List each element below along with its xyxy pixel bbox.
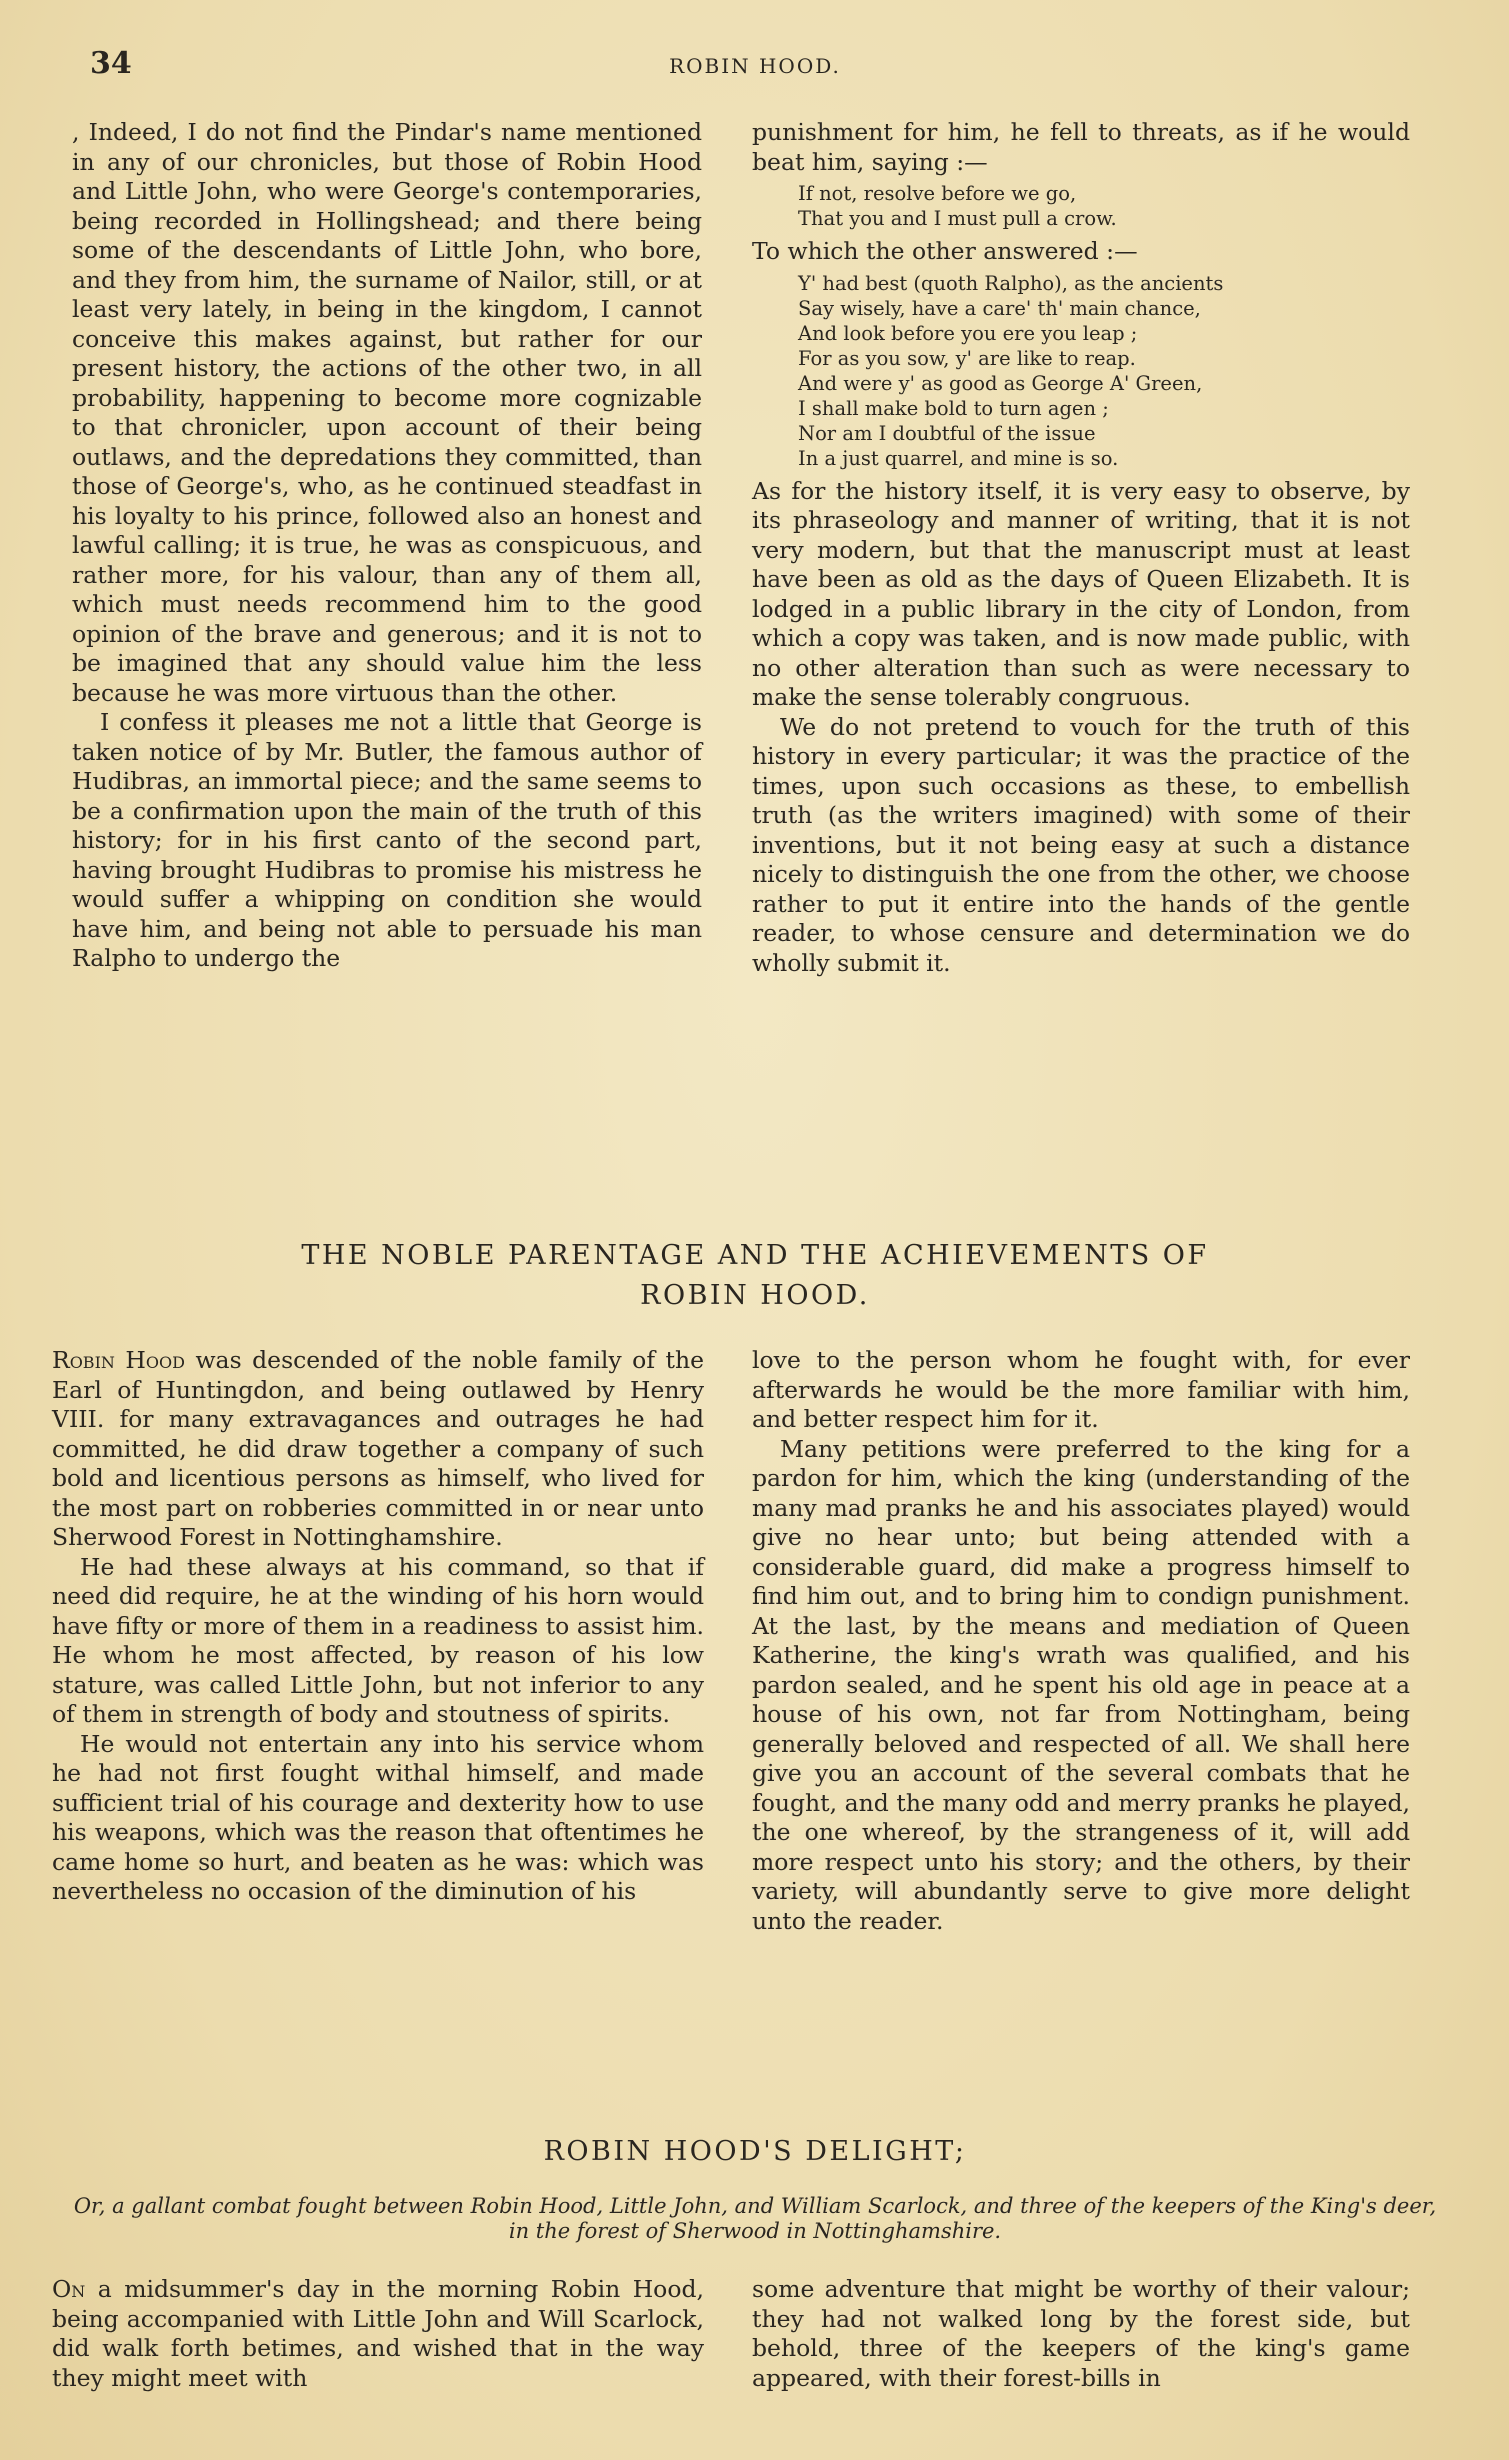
intro-right-column [752, 118, 1410, 978]
verse-line: Y' had best (quoth Ralpho), as the ancients [798, 271, 1224, 295]
section3-left-column [52, 2275, 704, 2393]
section2-paragraph: Many petitions were preferred to the king for a pardon for him, which the king (understanding of the many mad pranks he and his associates played) would give no hear unto; but being attended with a considerable guard, did make a progress himself to find him out, and to bring him to condign punishment. At the last, by the means and mediation of Queen Katherine, the king's wrath was qualified, and his pardon sealed, and he spent his old age in peace at a house of his own, not far from Nottingham, being generally beloved and respected of all. We shall here give you an account of the several combats that he fought, and the many odd and merry pranks he played, the one whereof, by the strangeness of it, will add more respect unto his story; and the others, by their variety, will abundantly serve to give more delight unto the reader. [752, 1434, 1410, 1935]
intro-paragraph: I confess it pleases me not a little that George is taken notice of by Mr. Butler, the famous author of Hudibras, an immortal piece; and the same seems to be a confirmation upon the main of the truth of this history; for in his first canto of the second part, having brought Hudibras to promise his mistress he would suffer a whipping on condition she would have him, and being not able to persuade his man Ralpho to undergo the [72, 708, 702, 972]
verse-quote [752, 271, 1410, 471]
drop-lead: On [52, 2275, 86, 2303]
drop-lead: Robin Hood [52, 1346, 185, 1374]
section2-paragraph: love to the person whom he fought with, for ever afterwards he would be the more familiar with him, and better respect him for it. [752, 1346, 1410, 1433]
page-number: 34 [90, 46, 132, 81]
verse-line: And look before you ere you leap ; [798, 321, 1138, 345]
section2-left-column [52, 1346, 704, 1907]
intro-paragraph: We do not pretend to vouch for the truth of this history in every particular; it was the practice of the times, upon such occasions as these, to embellish truth (as the writers imagined) with some of their inventions, but it not being easy at such a distance nicely to distinguish the one from the other, we choose rather to put it entire into the hands of the gentle reader, to whose censure and determination we do wholly submit it. [752, 712, 1410, 977]
verse-line: Nor am I doubtful of the issue [798, 421, 1096, 445]
verse-line: For as you sow, y' are like to reap. [798, 346, 1136, 370]
intro-paragraph: punishment for him, he fell to threats, as if he would beat him, saying :— [752, 118, 1410, 176]
section2-paragraph: Robin Hood was descended of the noble family of the Earl of Huntingdon, and being outlawed by Henry VIII. for many extravagances and outrages he had committed, he did draw together a company of such bold and licentious persons as himself, who lived for the most part on robberies committed in or near unto Sherwood Forest in Nottinghamshire. [52, 1346, 704, 1551]
intro-paragraph: , Indeed, I do not find the Pindar's name mentioned in any of our chronicles, but those of Robin Hood and Little John, who were George's contemporaries, being recorded in Hollingshead; and there being some of the descendants of Little John, who bore, and they from him, the surname of Nailor, still, or at least very lately, in being in the kingdom, I cannot conceive this makes against, but rather for our present history, the actions of the other two, in all probability, happening to become more cognizable to that chronicler, upon account of their being outlaws, and the depredations they committed, than those of George's, who, as he continued steadfast in his loyalty to his prince, followed also an honest and lawful calling; it is true, he was as conspicuous, and rather more, for his valour, than any of them all, which must needs recommend him to the good opinion of the brave and generous; and it is not to be imagined that any should value him the less because he was more virtuous than the other. [72, 118, 702, 707]
section3-paragraph: some adventure that might be worthy of their valour; they had not walked long by the forest side, but behold, three of the keepers of the king's game appeared, with their forest-bills in [752, 2275, 1410, 2392]
section-title-line: THE NOBLE PARENTAGE AND THE ACHIEVEMENTS OF [301, 1240, 1209, 1271]
section-subtitle: Or, a gallant combat fought between Robin Hood, Little John, and William Scarlock, and three of the keepers of the King's deer, in the forest of Sherwood in Nottinghamshire. [73, 2194, 1437, 2243]
intro-paragraph: As for the history itself, it is very easy to observe, by its phraseology and manner of writing, that it is not very modern, but that the manuscript must at least have been as old as the days of Queen Elizabeth. It is lodged in a public library in the city of London, from which a copy was taken, and is now made public, with no other alteration than such as were necessary to make the sense tolerably congruous. [752, 476, 1410, 711]
page-header [90, 46, 1420, 86]
section-title: ROBIN HOOD'S DELIGHT; [543, 2136, 967, 2167]
verse-line: Say wisely, have a care' th' main chance, [798, 296, 1201, 320]
section2-paragraph: He would not entertain any into his service whom he had not first fought withal himself, and made sufficient trial of his courage and dexterity how to use his weapons, which was the reason that oftentimes he came home so hurt, and beaten as he was: which was nevertheless no occasion of the diminution of his [52, 1729, 704, 1905]
section-title [90, 1236, 1420, 1316]
verse-line: If not, resolve before we go, [798, 182, 1077, 205]
verse-line: That you and I must pull a crow. [798, 207, 1117, 230]
section2-paragraph: He had these always at his command, so that if need did require, he at the winding of his horn would have fifty or more of them in a readiness to assist him. He whom he most affected, by reason of his low stature, was called Little John, but not inferior to any of them in strength of body and stoutness of spirits. [52, 1552, 704, 1728]
verse-quote [752, 181, 1410, 231]
section2-right-column [752, 1346, 1410, 1936]
section-title-line: ROBIN HOOD. [640, 1280, 870, 1311]
verse-line: And were y' as good as George A' Green, [798, 371, 1203, 395]
intro-paragraph: To which the other answered :— [752, 237, 1138, 265]
running-head: ROBIN HOOD. [669, 54, 841, 78]
section3-paragraph: On a midsummer's day in the morning Robin Hood, being accompanied with Little John and Will Scarlock, did walk forth betimes, and wished that in the way they might meet with [52, 2275, 704, 2392]
section3-right-column [752, 2275, 1410, 2393]
verse-line: In a just quarrel, and mine is so. [798, 446, 1119, 470]
verse-line: I shall make bold to turn agen ; [798, 396, 1109, 420]
intro-left-column [72, 118, 702, 974]
